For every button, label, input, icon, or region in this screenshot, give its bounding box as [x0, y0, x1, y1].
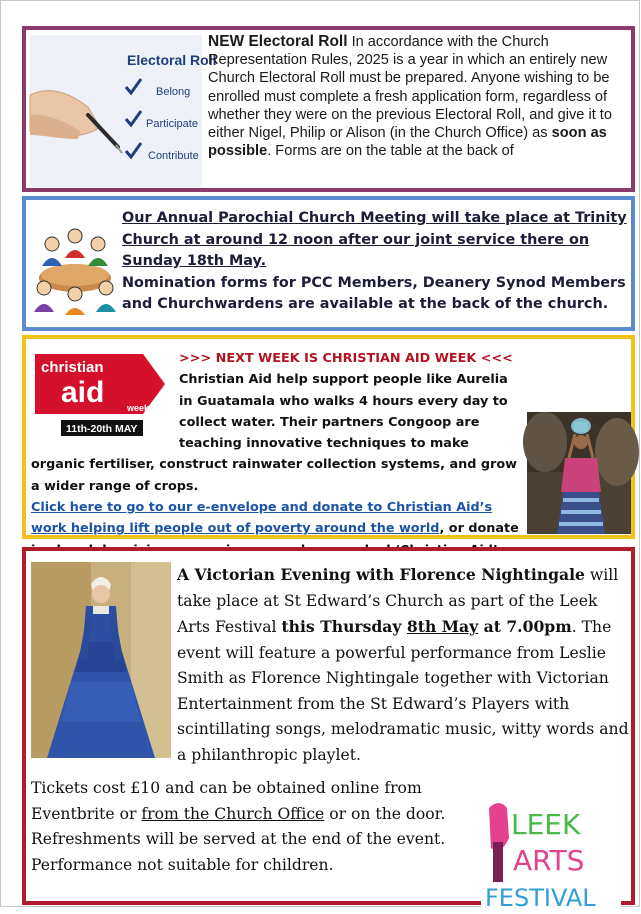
christian-aid-header: >>> NEXT WEEK IS CHRISTIAN AID WEEK <<<	[179, 351, 513, 366]
florence-nightingale-photo	[31, 562, 171, 758]
electoral-roll-text	[208, 33, 628, 160]
christian-aid-tail: , or donate	[439, 521, 519, 537]
victorian-evening-notice	[22, 547, 635, 912]
electoral-roll-image-title: Electoral Roll	[127, 52, 217, 68]
victorian-evening-p1-b1: this Thursday	[281, 617, 407, 636]
victorian-evening-p2-a: Tickets cost £10 and can be obtained online from Eventbrite or	[31, 779, 422, 823]
victorian-evening-date: 8th May	[406, 617, 479, 636]
electoral-roll-image	[30, 35, 217, 187]
christian-aid-logo-word-1: christian	[41, 359, 104, 376]
christian-aid-logo-dates: 11th-20th MAY	[66, 423, 138, 435]
christian-aid-text	[31, 348, 631, 561]
electoral-roll-notice	[22, 26, 635, 192]
christian-aid-body: Christian Aid help support people like Aurelia in Guatamala who walks 4 hours every day to collect water. Their partners Congoop are teaching innovative techniques to make organic fertiliser, construct rainwater collection systems, and grow a wider range of crops.	[31, 372, 517, 494]
apcm-text	[122, 208, 634, 316]
electoral-roll-body-2: . Forms are on the table at the back of	[267, 143, 514, 160]
victorian-evening-heading: A Victorian Evening with Florence Nightingale	[177, 565, 585, 584]
electoral-roll-item-belong: Belong	[156, 86, 191, 98]
victorian-evening-text	[31, 562, 631, 914]
christian-aid-logo	[31, 348, 171, 444]
meeting-people-icon	[32, 220, 118, 315]
christian-aid-notice	[22, 335, 635, 539]
electoral-roll-item-participate: Participate	[146, 118, 198, 130]
apcm-notice	[22, 196, 635, 331]
victorian-evening-p1-c: . The event will feature a powerful performance from Leslie Smith as Florence Nightingale together with Victorian Entertainment from the St Edward’s Players with scintillating songs, melodramatic music, witty words and a philanthropic playlet.	[177, 618, 629, 764]
victorian-evening-p1-a: will take place at St Edward’s Church as part of the Leek Arts Festival	[177, 566, 619, 636]
electoral-roll-item-contribute: Contribute	[148, 150, 199, 162]
victorian-evening-time: at 7.00pm	[478, 617, 572, 636]
festival-logo-word-3: FESTIVAL	[485, 884, 596, 912]
christian-aid-logo-word-2: aid	[61, 376, 105, 409]
electoral-roll-body-1: In accordance with the Church Representation Rules, 2025 is a year in which an entirely new Church Electoral Roll must be prepared. Anyone wishing to be enrolled must complete a fresh application form, regardless of whether they were on the previous Electoral Roll, and give it to either Nigel, Philip or Alison (in the Church Office) as	[208, 34, 612, 142]
electoral-roll-heading: NEW Electoral Roll	[208, 33, 348, 50]
aurelia-photo	[527, 412, 631, 534]
apcm-line-1: Our Annual Parochial Church Meeting will take place at Trinity Church at around 12 noon after our joint service there on Sunday 18th May.	[122, 210, 627, 269]
leek-arts-festival-logo	[481, 798, 621, 914]
church-office-link[interactable]: from the Church Office	[141, 804, 325, 823]
festival-logo-word-1: LEEK	[511, 808, 581, 841]
christian-aid-logo-word-3: week	[127, 403, 150, 413]
victorian-evening-p2-b: or on the door. Refreshments will be served at the end of the event. Performance not suitable for children.	[31, 804, 446, 874]
festival-logo-word-2: ARTS	[513, 844, 585, 877]
apcm-line-2: Nomination forms for PCC Members, Deanery Synod Members and Churchwardens are available at the back of the church.	[122, 274, 626, 312]
electoral-roll-body-bold: soon as possible	[208, 125, 607, 160]
christian-aid-donate-link[interactable]: Click here to go to our e-envelope and donate to Christian Aid’s work helping lift people out of poverty around the world	[31, 500, 493, 537]
